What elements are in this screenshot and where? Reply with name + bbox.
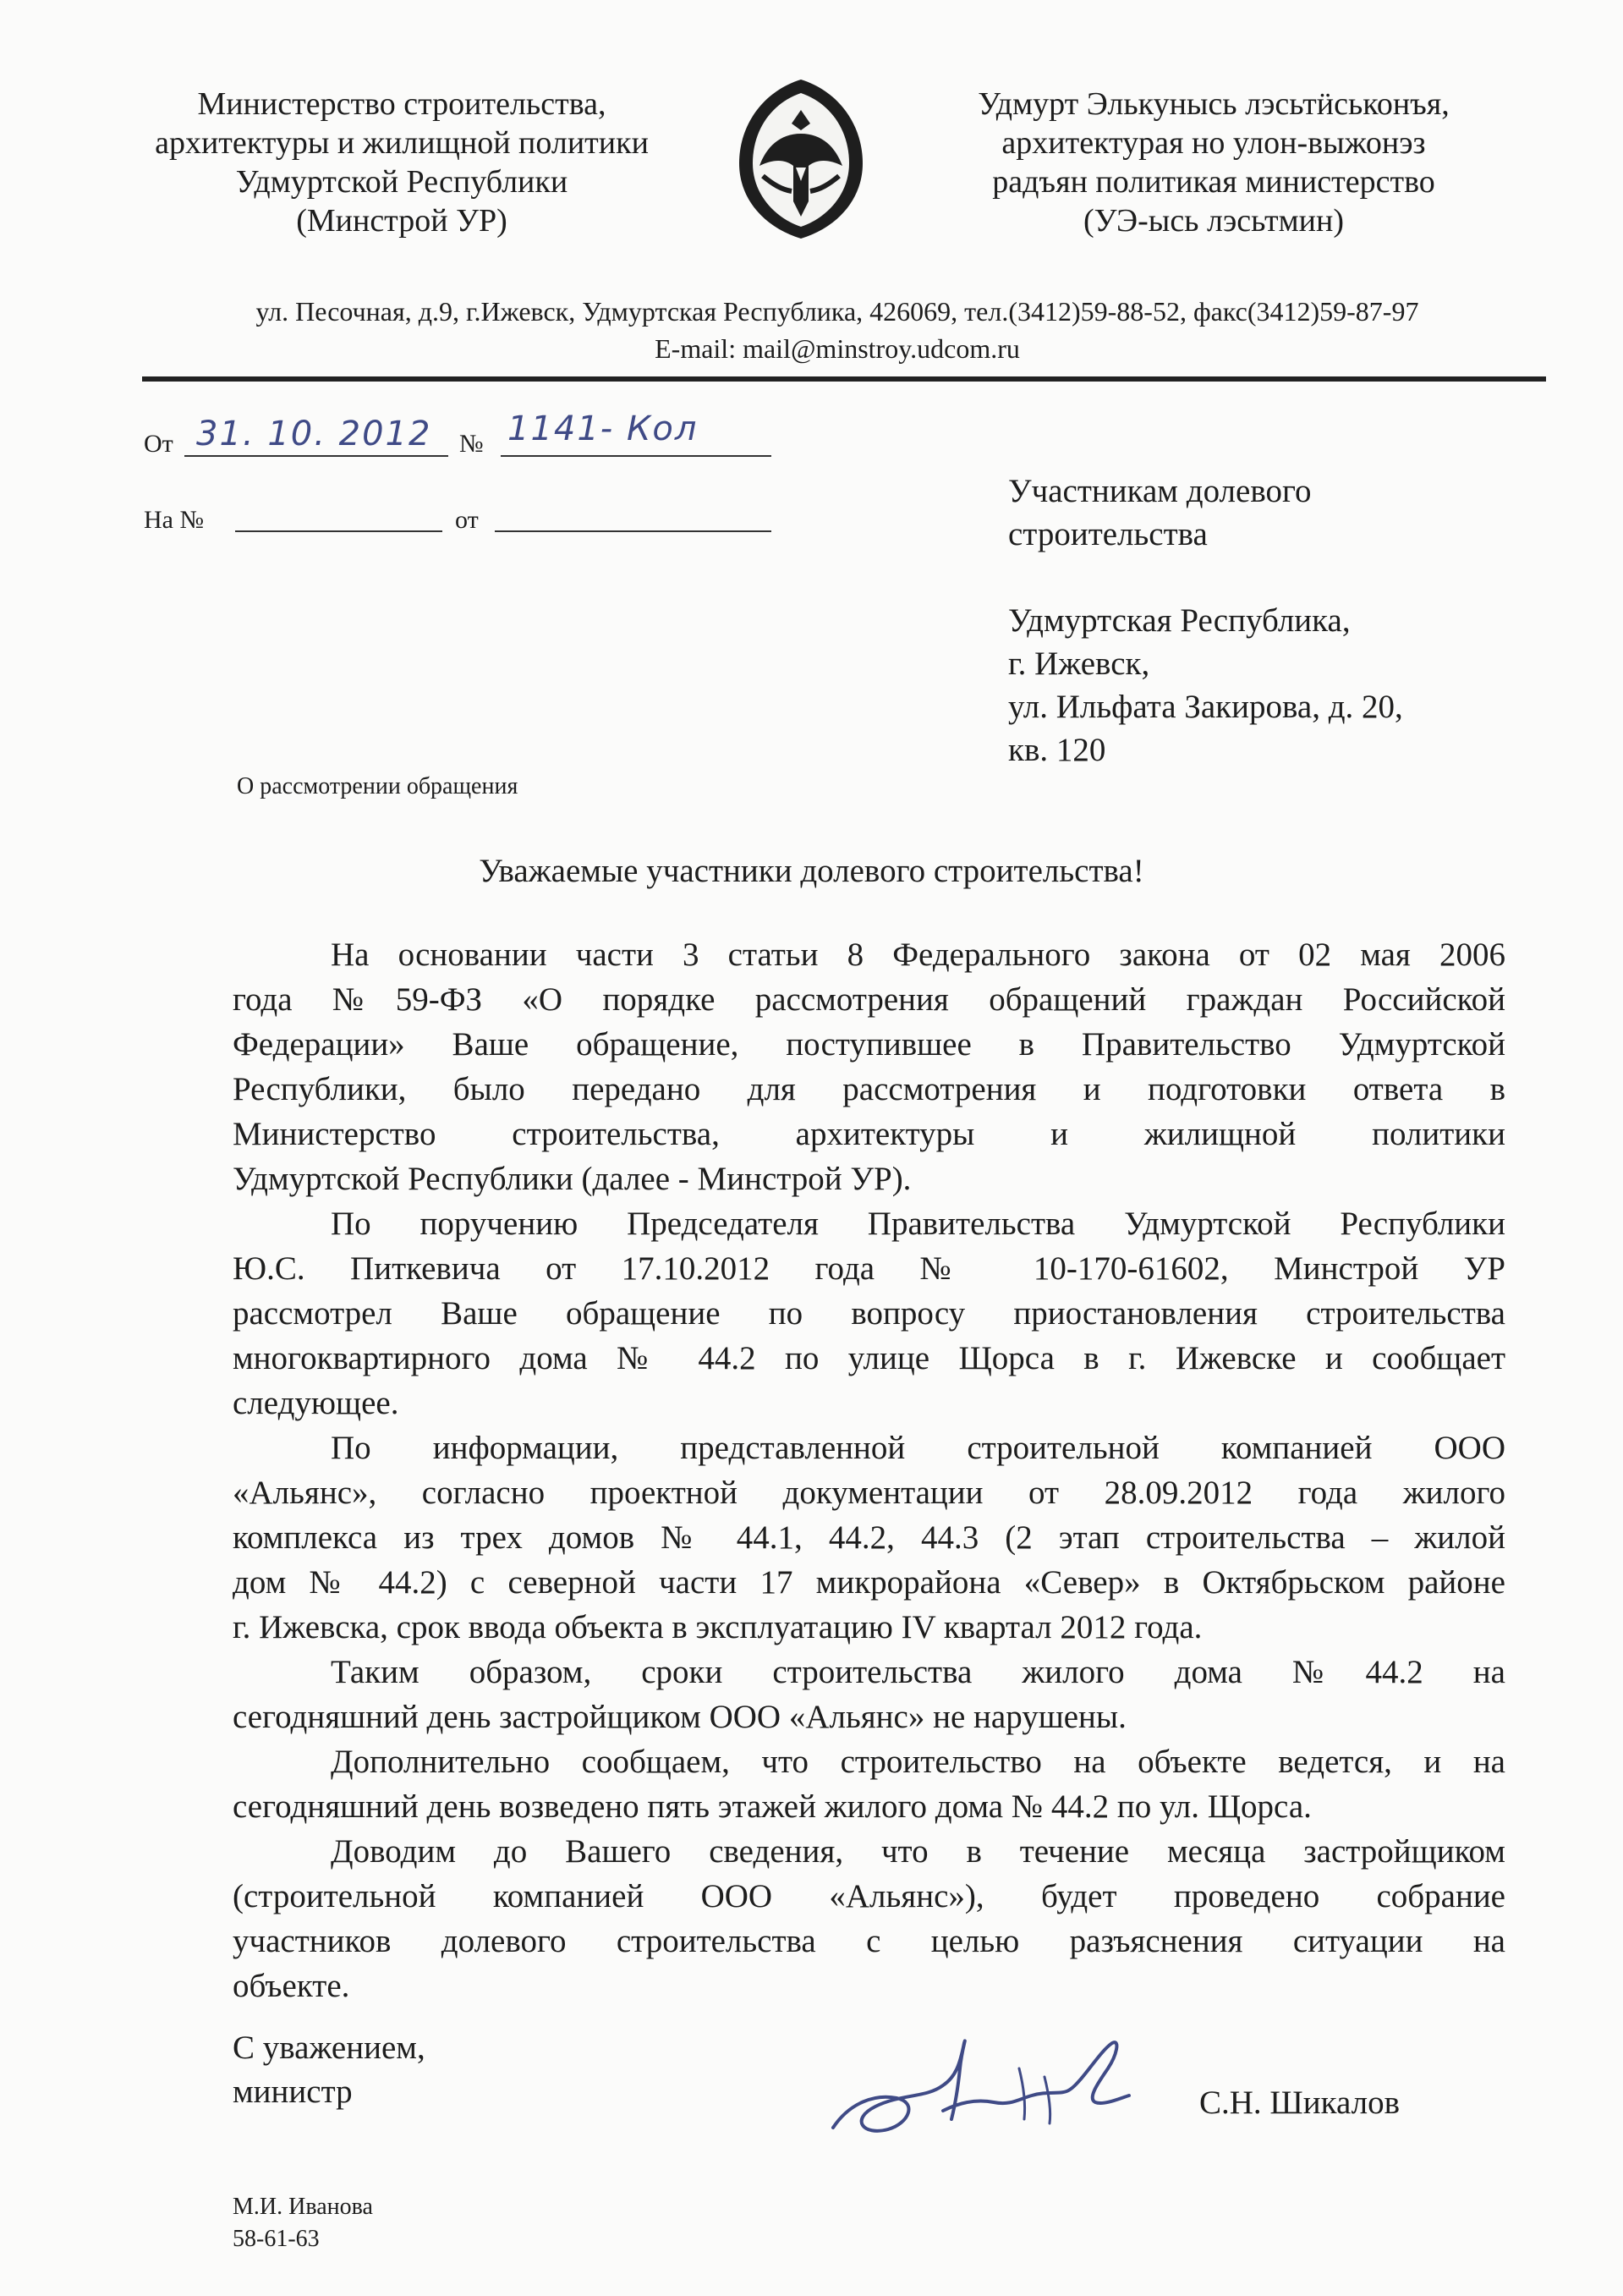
recipient-line: Участникам долевого xyxy=(1008,473,1312,509)
signer-name: С.Н. Шикалов xyxy=(1199,2085,1401,2121)
body-line: Доводим до Вашего сведения, что в течение месяца застройщиком xyxy=(331,1833,1505,1870)
ministry-name-line: Удмурт Элькунысь лэсьтӥськонъя, xyxy=(978,86,1450,122)
body-line: Республики, было передано для рассмотрения и подготовки ответа в xyxy=(233,1071,1505,1107)
body-line: (строительной компанией ООО «Альянс»), будет проведено собрание xyxy=(233,1878,1505,1914)
body-line: объекте. xyxy=(233,1968,350,2004)
body-line: комплекса из трех домов № 44.1, 44.2, 44.3 (2 этап строительства – жилой xyxy=(233,1519,1505,1556)
executor-block xyxy=(233,2191,373,2255)
on-number-label: На № xyxy=(144,506,205,534)
body-line: участников долевого строительства с целью разъяснения ситуации на xyxy=(233,1923,1505,1959)
ministry-name-line: (Минстрой УР) xyxy=(296,203,507,239)
email-line: E-mail: mail@minstroy.udcom.ru xyxy=(655,333,1020,364)
body-line: Удмуртской Республики (далее - Минстрой УР). xyxy=(233,1161,912,1197)
ministry-name-line: (УЭ-ысь лэсьтмин) xyxy=(1083,203,1345,239)
header-divider xyxy=(142,376,1546,382)
from-date-handwritten: 31. 10. 2012 xyxy=(196,415,432,453)
udmurtia-emblem-icon xyxy=(729,74,873,244)
from-date-underline xyxy=(184,455,448,457)
subject-line: О рассмотрении обращения xyxy=(237,773,518,799)
ministry-name-russian xyxy=(85,85,719,240)
number-underline xyxy=(501,455,771,457)
body-line: сегодняшний день застройщиком ООО «Альянс» не нарушены. xyxy=(233,1699,1127,1735)
recipient-line: г. Ижевск, xyxy=(1008,645,1150,682)
executor-name: М.И. Иванова xyxy=(233,2194,373,2220)
executor-phone: 58-61-63 xyxy=(233,2226,320,2252)
body-line: многоквартирного дома № 44.2 по улице Щорса в г. Ижевске и сообщает xyxy=(233,1340,1505,1376)
body-line: рассмотрел Ваше обращение по вопросу приостановления строительства xyxy=(233,1295,1505,1332)
body-line: «Альянс», согласно проектной документации от 28.09.2012 года жилого xyxy=(233,1475,1505,1511)
recipient-block xyxy=(1008,470,1403,772)
number-handwritten: 1141- Кол xyxy=(507,409,699,448)
ministry-name-line: архитектурая но улон-выжонэз xyxy=(1001,125,1426,161)
ministry-address xyxy=(127,293,1548,367)
address-line: ул. Песочная, д.9, г.Ижевск, Удмуртская Республика, 426069, тел.(3412)59-88-52, факс(3412)59-87-97 xyxy=(255,296,1419,327)
ministry-name-line: Удмуртской Республики xyxy=(235,164,568,200)
body-line: Федерации» Ваше обращение, поступившее в Правительство Удмуртской xyxy=(233,1026,1505,1063)
closing-block xyxy=(233,2026,425,2114)
handwritten-signature-icon xyxy=(816,2018,1138,2153)
body-line: дом № 44.2) с северной части 17 микрорайона «Север» в Октябрьском районе xyxy=(233,1564,1505,1601)
on-number-underline xyxy=(235,530,442,532)
body-line: года №59-ФЗ «О порядке рассмотрения обращений граждан Российской xyxy=(233,981,1505,1018)
recipient-line: ул. Ильфата Закирова, д. 20, xyxy=(1008,689,1403,725)
body-line: Дополнительно сообщаем, что строительство на объекте ведется, и на xyxy=(331,1744,1505,1780)
ministry-name-line: архитектуры и жилищной политики xyxy=(155,125,649,161)
ministry-name-line: радъян политикая министерство xyxy=(992,164,1435,200)
from-label: От xyxy=(144,430,173,458)
recipient-line: Удмуртская Республика, xyxy=(1008,602,1351,639)
ministry-name-udmurt xyxy=(896,85,1531,240)
letter-body xyxy=(233,932,1505,2008)
closing-line: С уважением, xyxy=(233,2030,425,2066)
number-label: № xyxy=(459,430,484,458)
body-line: г. Ижевска, срок ввода объекта в эксплуатацию IV квартал 2012 года. xyxy=(233,1609,1203,1645)
body-line: Министерство строительства, архитектуры и жилищной политики xyxy=(233,1116,1505,1152)
recipient-line: строительства xyxy=(1008,516,1208,552)
recipient-line: кв. 120 xyxy=(1008,732,1106,768)
body-line: сегодняшний день возведено пять этажей жилого дома № 44.2 по ул. Щорса. xyxy=(233,1788,1312,1825)
body-line: По информации, представленной строительной компанией ООО xyxy=(331,1430,1505,1466)
body-line: Ю.С. Питкевича от 17.10.2012 года № 10-170-61602, Минстрой УР xyxy=(233,1250,1505,1287)
body-line: По поручению Председателя Правительства Удмуртской Республики xyxy=(331,1206,1505,1242)
body-line: следующее. xyxy=(233,1385,399,1421)
closing-line: министр xyxy=(233,2074,353,2110)
ministry-name-line: Министерство строительства, xyxy=(197,86,606,122)
body-line: Таким образом, сроки строительства жилого дома №44.2 на xyxy=(331,1654,1505,1690)
of-label: от xyxy=(455,506,479,534)
of-date-underline xyxy=(495,530,771,532)
body-line: На основании части 3 статьи 8 Федерального закона от 02 мая 2006 xyxy=(331,937,1505,973)
salutation: Уважаемые участники долевого строительства! xyxy=(479,853,1144,889)
